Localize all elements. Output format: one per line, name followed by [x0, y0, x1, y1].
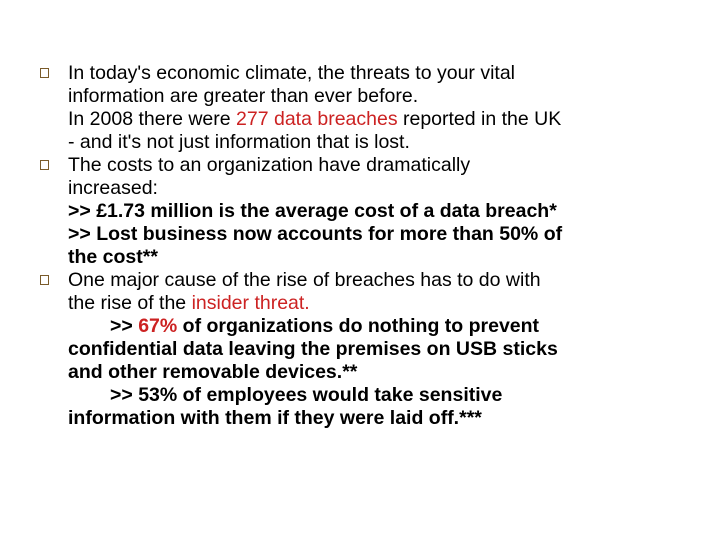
text-line	[68, 269, 690, 292]
text-run: In today's economic climate, the threats to your vital	[68, 62, 516, 84]
bullet-list	[40, 62, 690, 430]
text-run: and other removable devices.**	[68, 361, 358, 383]
text-run: One major cause of the rise of breaches has to do with	[68, 269, 541, 291]
text-line	[68, 85, 690, 108]
text-line	[68, 361, 690, 384]
text-line	[68, 384, 690, 407]
text-run: information with them if they were laid off.***	[68, 407, 482, 429]
square-bullet-icon	[40, 275, 49, 285]
text-line	[68, 292, 690, 315]
text-run: >> Lost business now accounts for more than 50% of	[68, 223, 563, 245]
text-line	[68, 246, 690, 269]
text-line	[68, 131, 690, 154]
text-line	[68, 223, 690, 246]
text-run: >>	[110, 315, 139, 337]
text-run: In 2008 there were	[68, 108, 237, 130]
text-line	[68, 200, 690, 223]
text-run: insider threat.	[191, 292, 310, 314]
text-run: >> 53% of employees would take sensitive	[110, 384, 503, 406]
text-run: increased:	[68, 177, 158, 199]
text-run: >> £1.73 million is the average cost of a data breach*	[68, 200, 557, 222]
text-line	[68, 154, 690, 177]
text-run: 277 data breaches	[236, 108, 398, 130]
square-bullet-icon	[40, 68, 49, 78]
text-run: confidential data leaving the premises on USB sticks	[68, 338, 558, 360]
text-run: of organizations do nothing to prevent	[177, 315, 540, 337]
text-run: 67%	[138, 315, 178, 337]
text-run: the cost**	[68, 246, 158, 268]
bullet-item	[40, 269, 690, 430]
text-line	[68, 338, 690, 361]
text-line	[68, 177, 690, 200]
text-run: - and it's not just information that is lost.	[68, 131, 410, 153]
text-run: information are greater than ever before.	[68, 85, 419, 107]
text-line	[68, 108, 690, 131]
bullet-item	[40, 154, 690, 269]
text-run: The costs to an organization have dramatically	[68, 154, 471, 176]
text-run: reported in the UK	[397, 108, 562, 130]
text-line	[68, 62, 690, 85]
text-run: the rise of the	[68, 292, 192, 314]
bullet-item	[40, 62, 690, 154]
text-line	[68, 407, 690, 430]
text-line	[68, 315, 690, 338]
square-bullet-icon	[40, 160, 49, 170]
